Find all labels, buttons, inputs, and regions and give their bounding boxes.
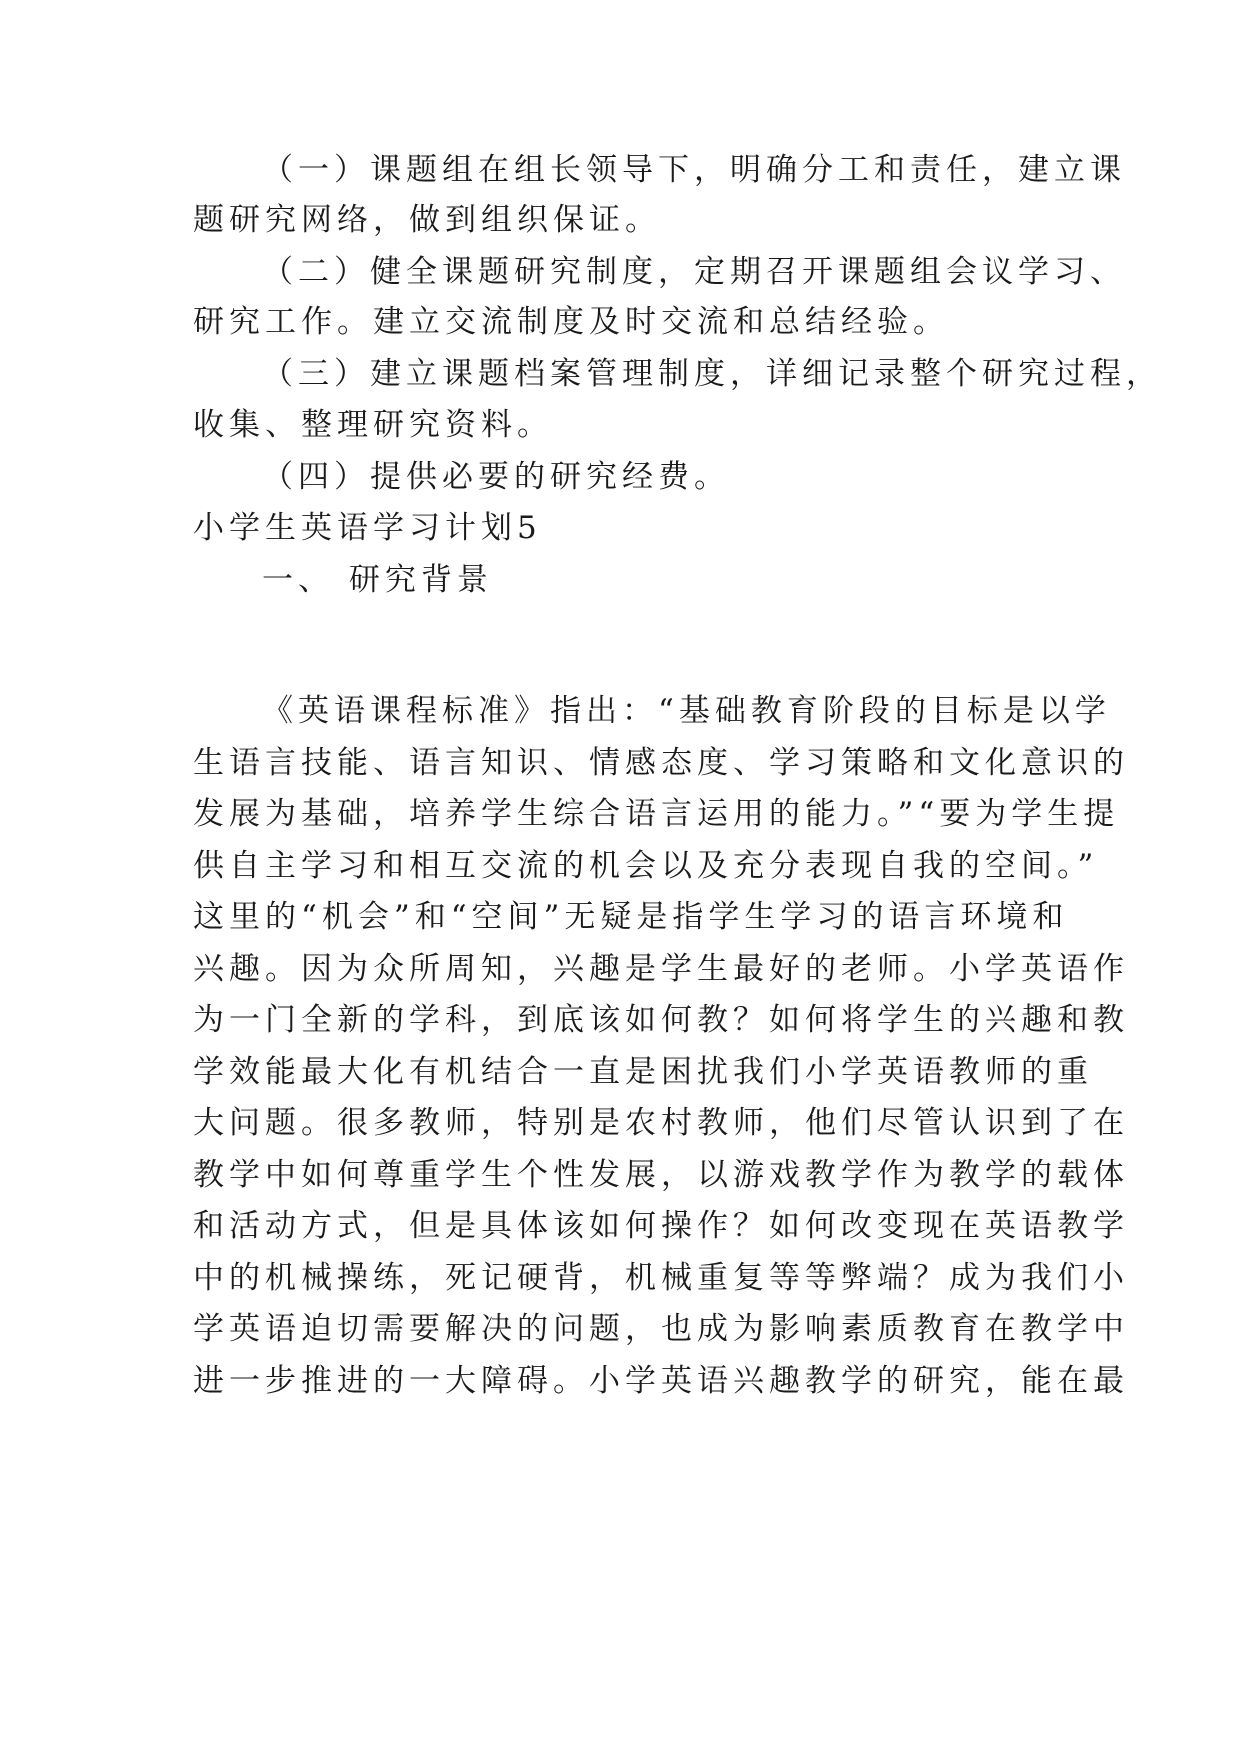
item-4-line-1: （四）提供必要的研究经费。 bbox=[262, 459, 730, 495]
plan-title: 小学生英语学习计划5 bbox=[193, 510, 542, 546]
item-2-line-2: 研究工作。建立交流制度及时交流和总结经验。 bbox=[193, 304, 949, 340]
item-2-line-1: （二）健全课题研究制度，定期召开课题组会议学习、 bbox=[262, 254, 1126, 290]
item-3-line-2: 收集、整理研究资料。 bbox=[193, 407, 553, 443]
body-line-5: 这里的“机会”和“空间”无疑是指学生学习的语言环境和 bbox=[193, 899, 1069, 935]
body-line-6: 兴趣。因为众所周知，兴趣是学生最好的老师。小学英语作 bbox=[193, 951, 1129, 987]
body-line-14: 进一步推进的一大障碍。小学英语兴趣教学的研究，能在最 bbox=[193, 1363, 1129, 1399]
body-line-11: 和活动方式，但是具体该如何操作？如何改变现在英语教学 bbox=[193, 1208, 1129, 1244]
body-line-3: 发展为基础，培养学生综合语言运用的能力。”“要为学生提 bbox=[193, 796, 1120, 832]
body-line-9: 大问题。很多教师，特别是农村教师，他们尽管认识到了在 bbox=[193, 1105, 1129, 1141]
body-line-1: 《英语课程标准》指出：“基础教育阶段的目标是以学 bbox=[262, 693, 1111, 729]
body-line-12: 中的机械操练，死记硬背，机械重复等等弊端？成为我们小 bbox=[193, 1260, 1129, 1296]
body-line-8: 学效能最大化有机结合一直是困扰我们小学英语教师的重 bbox=[193, 1054, 1093, 1090]
body-line-7: 为一门全新的学科，到底该如何教？如何将学生的兴趣和教 bbox=[193, 1002, 1129, 1038]
body-line-4: 供自主学习和相互交流的机会以及充分表现自我的空间。” bbox=[193, 848, 1099, 884]
body-line-10: 教学中如何尊重学生个性发展，以游戏教学作为教学的载体 bbox=[193, 1157, 1129, 1193]
body-line-2: 生语言技能、语言知识、情感态度、学习策略和文化意识的 bbox=[193, 745, 1129, 781]
item-1-line-2: 题研究网络，做到组织保证。 bbox=[193, 202, 661, 238]
item-1-line-1: （一）课题组在组长领导下，明确分工和责任，建立课 bbox=[262, 152, 1126, 188]
item-3-line-1: （三）建立课题档案管理制度，详细记录整个研究过程， bbox=[262, 356, 1162, 392]
body-line-13: 学英语迫切需要解决的问题，也成为影响素质教育在教学中 bbox=[193, 1311, 1129, 1347]
section-heading-background: 一、 研究背景 bbox=[262, 562, 493, 598]
